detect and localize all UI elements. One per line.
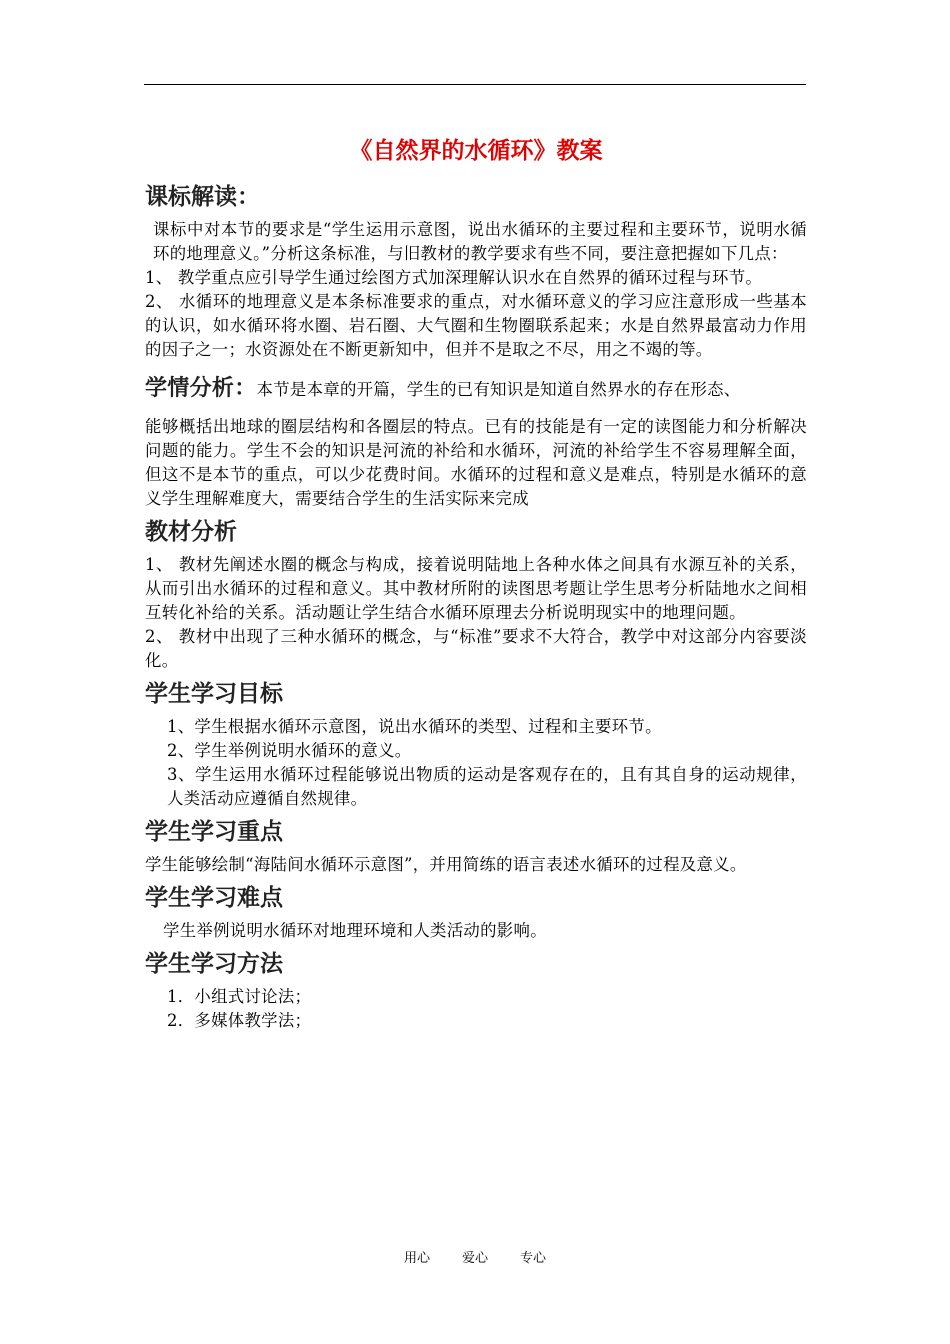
curriculum-intro: 课标中对本节的要求是“学生运用示意图，说出水循环的主要过程和主要环节，说明水循环的地理意义。”分析这条标准，与旧教材的教学要求有些不同，要注意把握如下几点：: [153, 220, 807, 263]
header-rule: [144, 84, 806, 85]
footer-word-3: 专心: [520, 1251, 547, 1266]
student-analysis-text: 能够概括出地球的圈层结构和各圈层的特点。已有的技能是有一定的读图能力和分析解决问题的能力。学生不会的知识是河流的补给和水循环，河流的补给学生不容易理解全面，但这不是本节的重点，可以少花费时间。水循环的过程和意义是难点，特别是水循环的意义学生理解难度大，需要结合学生的生活实际来完成: [145, 417, 807, 508]
key-points-text: 学生能够绘制“海陆间水循环示意图”，并用简练的语言表述水循环的过程及意义。: [145, 855, 747, 874]
student-analysis-text-first: 本节是本章的开篇，学生的已有知识是知道自然界水的存在形态、: [256, 380, 741, 399]
curriculum-heading: 课标解读：: [145, 184, 260, 210]
footer-word-1: 用心: [403, 1251, 430, 1266]
method-item-2: 2．多媒体教学法；: [167, 1011, 312, 1030]
document-title: 《自然界的水循环》教案: [349, 138, 603, 164]
document-content: [145, 128, 807, 1033]
textbook-point-2: 2、 教材中出现了三种水循环的概念，与“标准”要求不大符合，教学中对这部分内容要淡化。: [145, 627, 807, 670]
textbook-point-1: 1、 教材先阐述水圈的概念与构成，接着说明陆地上各种水体之间具有水源互补的关系，从而引出水循环的过程和意义。其中教材所附的读图思考题让学生思考分析陆地水之间相互转化补给的关系。活动题让学生结合水循环原理去分析说明现实中的地理问题。: [145, 555, 807, 622]
methods-heading: 学生学习方法: [145, 951, 283, 977]
goal-item-3: 3、学生运用水循环过程能够说出物质的运动是客观存在的，且有其自身的运动规律，人类活动应遵循自然规律。: [167, 765, 807, 808]
goal-item-1: 1、学生根据水循环示意图，说出水循环的类型、过程和主要环节。: [167, 717, 662, 736]
student-analysis: [145, 368, 807, 411]
difficulties-heading: 学生学习难点: [145, 885, 283, 911]
textbook-heading: 教材分析: [145, 519, 237, 545]
curriculum-point-2: 2、 水循环的地理意义是本条标准要求的重点，对水循环意义的学习应注意形成一些基本的认识，如水循环将水圈、岩石圈、大气圈和生物圈联系起来；水是自然界最富动力作用的因子之一；水资源处在不断更新知中，但并不是取之不尽，用之不竭的等。: [145, 292, 807, 359]
goals-heading: 学生学习目标: [145, 681, 283, 707]
footer-word-2: 爱心: [461, 1251, 488, 1266]
page-footer: [0, 1247, 950, 1266]
student-analysis-heading: 学情分析：: [145, 376, 257, 401]
method-item-1: 1．小组式讨论法；: [167, 987, 312, 1006]
curriculum-point-1: 1、 教学重点应引导学生通过绘图方式加深理解认识水在自然界的循环过程与环节。: [145, 268, 763, 287]
goal-item-2: 2、学生举例说明水循环的意义。: [167, 741, 412, 760]
difficulties-text: 学生举例说明水循环对地理环境和人类活动的影响。: [163, 921, 547, 940]
key-points-heading: 学生学习重点: [145, 819, 283, 845]
